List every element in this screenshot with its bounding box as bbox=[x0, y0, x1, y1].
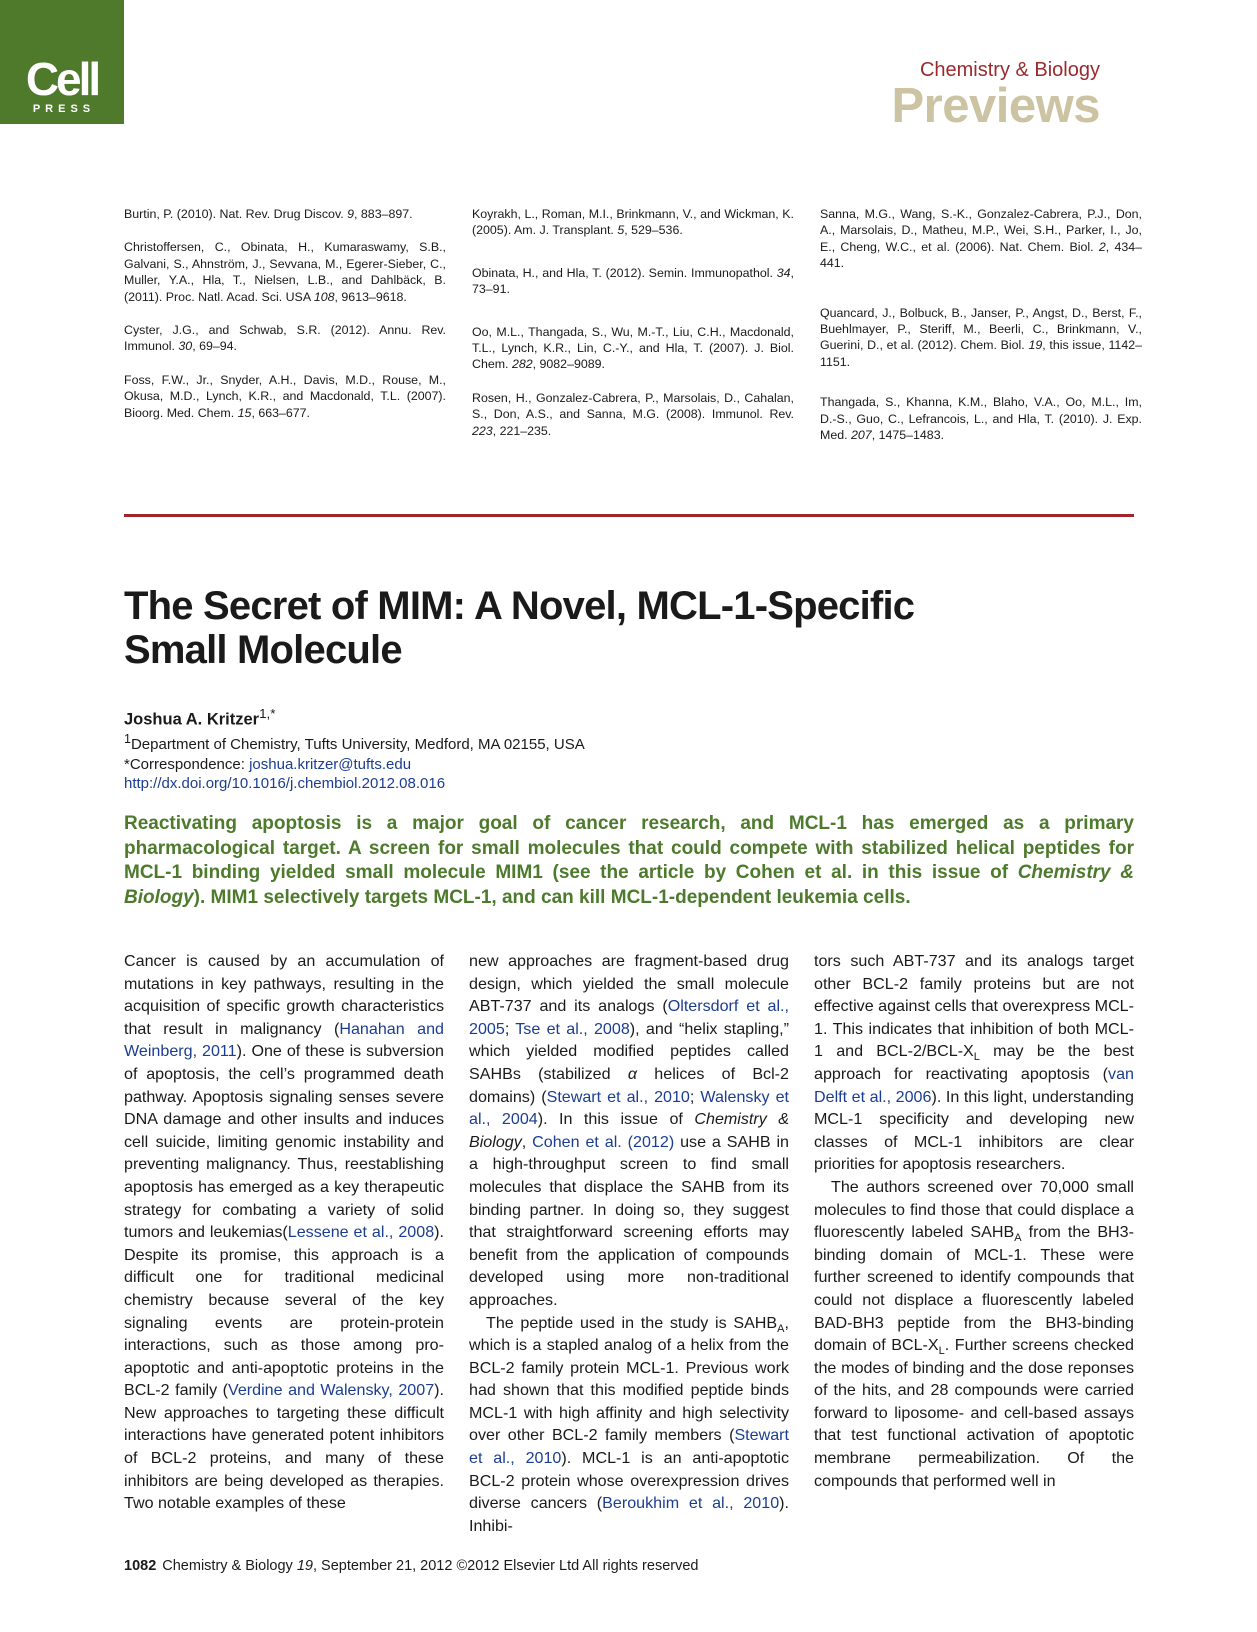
journal-brand bbox=[891, 58, 1101, 133]
byline bbox=[124, 704, 585, 794]
reference-column-3 bbox=[820, 206, 1142, 460]
reference-column-2 bbox=[472, 206, 794, 456]
citation-link[interactable]: Cohen et al. (2012) bbox=[532, 1132, 675, 1151]
reference-item: Thangada, S., Khanna, K.M., Blaho, V.A., Oo, M.L., Im, D.-S., Guo, C., Lefrancois, L., and Hla, T. (2010). J. Exp. Med. 207, 1475–1483. bbox=[820, 395, 1142, 443]
logo-sub-text: PRESS bbox=[32, 103, 96, 115]
email-link[interactable]: joshua.kritzer@tufts.edu bbox=[249, 755, 412, 773]
doi-line bbox=[124, 774, 585, 794]
reference-item: Foss, F.W., Jr., Snyder, A.H., Davis, M.D., Rouse, M., Okusa, M.D., Lynch, K.R., and Macdonald, T.L. (2007). Bioorg. Med. Chem. 15, 663–677. bbox=[124, 372, 446, 420]
body-paragraph: new approaches are fragment-based drug design, which yielded the small molecule ABT-737 and its analogs (Oltersdorf et al., 2005; Tse et al., 2008), and “helix stapling,” which yielded modified peptides called SAHBs (stabilized α helices of Bcl-2 domains) (Stewart et al., 2010; Walensky et al., 2004). In this issue of Chemistry & Biology, Cohen et al. (2012) use a SAHB in a high-throughput screen to find small molecules that displace the SAHB from its binding partner. In doing so, they suggest that straightforward screening efforts may benefit from the application of compounds developed using more non-traditional approaches. bbox=[469, 952, 790, 1309]
reference-item: Koyrakh, L., Roman, M.I., Brinkmann, V., and Wickman, K. (2005). Am. J. Transplant. 5, 529–536. bbox=[472, 207, 794, 238]
citation-link[interactable]: Stewart et al., 2010 bbox=[469, 1426, 789, 1468]
doi-link[interactable]: http://dx.doi.org/10.1016/j.chembiol.2012.08.016 bbox=[124, 775, 446, 793]
body-paragraph: Cancer is caused by an accumulation of mutations in key pathways, resulting in the acquisition of specific growth characteristics that result in malignancy (Hanahan and Weinberg, 2011). One of these is subversion of apoptosis, the cell’s programmed death pathway. Apoptosis signaling senses severe DNA damage and other insults and induces cell suicide, limiting genomic instability and preventing malignancy. Thus, reestablishing apoptosis has emerged as a key therapeutic strategy for combating a variety of solid tumors and leukemias(Lessene et al., 2008). Despite its promise, this approach is a difficult one for traditional medicinal chemistry because several of the key signaling events are protein-protein interactions, such as those among pro-apoptotic and anti-apoptotic proteins in the BCL-2 family (Verdine and Walensky, 2007). New approaches to targeting these difficult interactions have generated potent inhibitors of BCL-2 proteins, and many of these inhibitors are being developed as therapies. Two notable examples of these bbox=[124, 952, 445, 1513]
body-paragraph: tors such ABT-737 and its analogs target other BCL-2 family proteins but are not effective against cells that overexpress MCL-1. This indicates that inhibition of both MCL-1 and BCL-$2/BCL-X_L$ may be the best approach for reactivating apoptosis (van Delft et al., 2006). In this light, understanding MCL-1 specificity and developing new classes of MCL-1 inhibitors are clear priorities for apoptosis researchers. bbox=[814, 952, 1135, 1174]
reference-column-1 bbox=[124, 206, 446, 438]
footer-copyright: , September 21, 2012 ©2012 Elsevier Ltd All rights reserved bbox=[312, 1558, 699, 1574]
reference-item: Quancard, J., Bolbuck, B., Janser, P., Angst, D., Berst, F., Buehlmayer, P., Steriff, M., Beerli, C., Brinkmann, V., Guerini, D., et al. (2012). Chem. Biol. 19, this issue, 1142–1151. bbox=[820, 305, 1142, 369]
author-superscript: 1,* bbox=[259, 706, 276, 721]
reference-item: Sanna, M.G., Wang, S.-K., Gonzalez-Cabrera, P.J., Don, A., Marsolais, D., Matheu, M.P., Wei, S.H., Parker, I., Jo, E., Cheng, W.C., et al. (2006). Nat. Chem. Biol. 2, 434–441. bbox=[820, 207, 1143, 271]
page-footer bbox=[124, 1558, 698, 1574]
article-title: The Secret of MIM: A Novel, MCL-1-Specific Small Molecule bbox=[124, 584, 915, 672]
section-divider bbox=[124, 514, 1134, 517]
citation-link[interactable]: Hanahan and Weinberg, 2011 bbox=[124, 1019, 445, 1061]
logo-main-text: Cell bbox=[25, 53, 99, 105]
reference-item: Obinata, H., and Hla, T. (2012). Semin. Immunopathol. 34, 73–91. bbox=[472, 265, 794, 297]
body-paragraph: The authors screened over 70,000 small molecules to find those that could displace a fluorescently labeled $SAHB_A$ from the BH3-binding domain of MCL-1. These were further screened to identify compounds that could not displace a fluorescently labeled BAD-BH3 peptide from the BH3-binding domain of BCL-$X_L$. Further screens checked the modes of binding and the dose reponses of the hits, and 28 compounds were carried forward to liposome- and cell-based assays that test functional activation of apoptotic membrane permeabilization. Of the compounds that performed well in bbox=[814, 1177, 1134, 1490]
footer-volume: 19 bbox=[296, 1558, 313, 1574]
section-name: Previews bbox=[891, 79, 1100, 133]
citation-link[interactable]: Oltersdorf et al., 2005 bbox=[469, 997, 789, 1038]
reference-item: Cyster, J.G., and Schwab, S.R. (2012). Annu. Rev. Immunol. 30, 69–94. bbox=[124, 323, 446, 354]
reference-item: Christoffersen, C., Obinata, H., Kumaraswamy, S.B., Galvani, S., Ahnström, J., Sevvana, M., Egerer-Sieber, C., Muller, Y.A., Hla, T., Nielsen, L.B., and Dahlbäck, B. (2011). Proc. Natl. Acad. Sci. USA 108, 9613–9618. bbox=[124, 240, 446, 304]
abstract: Reactivating apoptosis is a major goal of cancer research, and MCL-1 has emerged as a primary pharmacological target. A screen for small molecules that could compete with stabilized helical peptides for MCL-1 binding yielded small molecule MIM1 (see the article by Cohen et al. in this issue of Chemistry & Biology). MIM1 selectively targets MCL-1, and can kill MCL-1-dependent leukemia cells. bbox=[124, 813, 1134, 908]
citation-link[interactable]: Verdine and Walensky, 2007 bbox=[228, 1381, 435, 1400]
citation-link[interactable]: Lessene et al., 2008 bbox=[287, 1223, 435, 1242]
correspondence: *Correspondence: joshua.kritzer@tufts.edu bbox=[124, 755, 412, 773]
citation-link[interactable]: Tse et al., 2008 bbox=[515, 1019, 630, 1038]
author-line bbox=[124, 704, 585, 730]
citation-link[interactable]: Stewart et al., 2010 bbox=[546, 1087, 690, 1106]
body-column-1 bbox=[124, 950, 444, 1515]
citation-link[interactable]: Walensky et al., 2004 bbox=[469, 1087, 789, 1129]
footer-journal: Chemistry & Biology bbox=[162, 1558, 297, 1574]
body-column-2 bbox=[469, 950, 789, 1537]
body-paragraph: The peptide used in the study is $SAHB_A$, which is a stapled analog of a helix from the BCL-2 family protein MCL-1. Previous work had shown that this modified peptide binds MCL-1 with high affinity and high selectivity over other BCL-2 family members (Stewart et al., 2010). MCL-1 is an anti-apoptotic BCL-2 protein whose overexpression drives diverse cancers (Beroukhim et al., 2010). Inhibi- bbox=[469, 1313, 789, 1535]
reference-item: Rosen, H., Gonzalez-Cabrera, P., Marsolais, D., Cahalan, S., Don, A.S., and Sanna, M.G. (2008). Immunol. Rev. 223, 221–235. bbox=[472, 390, 794, 438]
journal-name: Chemistry & Biology bbox=[919, 59, 1100, 81]
reference-item: Oo, M.L., Thangada, S., Wu, M.-T., Liu, C.H., Macdonald, T.L., Lynch, K.R., Lin, C.-Y., and Hla, T. (2007). J. Biol. Chem. 282, 9082–9089. bbox=[472, 324, 794, 372]
affiliation: $^1$Department of Chemistry, Tufts University, Medford, MA 02155, USA bbox=[124, 732, 585, 754]
citation-link[interactable]: van Delft et al., 2006 bbox=[814, 1064, 1134, 1106]
citation-link[interactable]: Beroukhim et al., 2010 bbox=[602, 1494, 780, 1513]
page-number: 1082 bbox=[124, 1558, 157, 1574]
cell-press-logo bbox=[0, 0, 124, 124]
body-column-3 bbox=[814, 950, 1134, 1492]
reference-item: Burtin, P. (2010). Nat. Rev. Drug Discov. 9, 883–897. bbox=[124, 207, 413, 221]
author-name: Joshua A. Kritzer bbox=[124, 710, 260, 729]
